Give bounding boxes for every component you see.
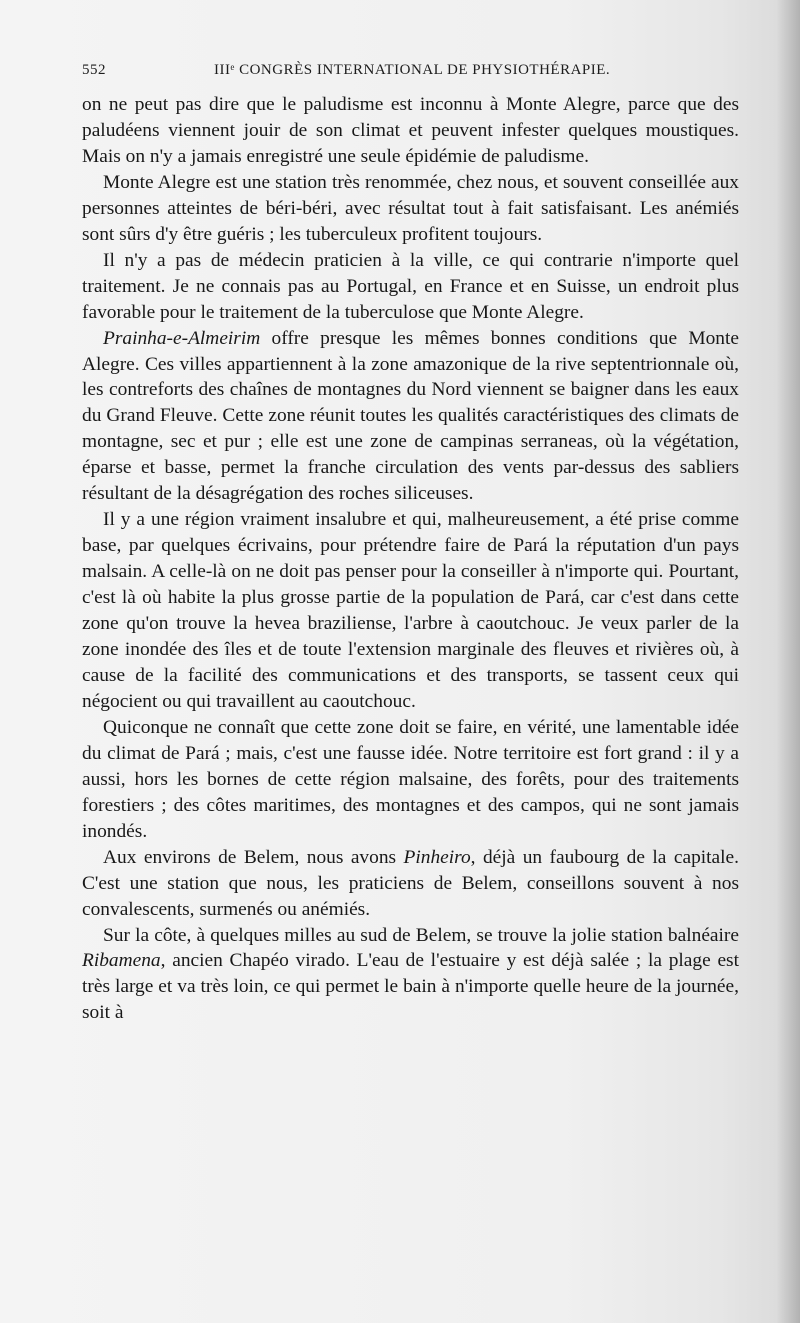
paragraph <box>82 507 739 715</box>
paragraph-text: , ancien Chapéo virado. L'eau de l'estuaire y est déjà salée ; la plage est très large et va très loin, ce qui permet le bain à n'importe quelle heure de la journée, soit à <box>82 950 739 1024</box>
place-name: Ribamena <box>82 950 161 972</box>
page-number: 552 <box>82 62 106 78</box>
place-name: Pinheiro <box>403 846 471 868</box>
paragraph <box>82 326 739 508</box>
paragraph <box>82 845 739 923</box>
paragraph-text: Sur la côte, à quelques milles au sud de Belem, se trouve la jolie station balnéaire <box>103 924 739 946</box>
paragraph-text: Il y a une région vraiment insalubre et qui, malheureusement, a été prise comme base, par quelques écrivains, pour prétendre faire de Pará la réputation d'un pays malsain. A celle-là on ne doit pas penser pour la conseiller à n'importe qui. Pourtant, c'est là où habite la plus grosse partie de la population de Pará, car c'est dans cette zone qu'on trouve la hevea braziliense, l'arbre à caoutchouc. Je veux parler de la zone inondée des îles et de toute l'extension marginale des fleuves et rivières où, à cause de la facilité des communications et des transports, se tassent ceux qui négocient ou qui travaillent au caoutchouc. <box>82 509 739 712</box>
page-header <box>82 62 722 86</box>
paragraph <box>82 923 739 1027</box>
paragraph-text: Quiconque ne connaît que cette zone doit se faire, en vérité, une lamentable idée du climat de Pará ; mais, c'est une fausse idée. Notre territoire est fort grand : il y a aussi, hors les bornes de cette région malsaine, des forêts, pour des traitements forestiers ; des côtes maritimes, des montagnes et des campos, qui ne sont jamais inondés. <box>82 716 739 842</box>
page-gutter-shadow <box>776 0 800 1323</box>
paragraph <box>82 715 739 845</box>
paragraph-text: , déjà un faubourg de la capitale. C'est une station que nous, les praticiens de Belem, conseillons souvent à nos convalescents, surmenés ou anémiés. <box>82 846 739 920</box>
paragraph <box>82 248 739 326</box>
running-head: IIIᵉ CONGRÈS INTERNATIONAL DE PHYSIOTHÉRAPIE. <box>214 62 611 78</box>
paragraph <box>82 92 739 170</box>
paragraph-text: Il n'y a pas de médecin praticien à la ville, ce qui contrarie n'importe quel traitement. Je ne connais pas au Portugal, en France et en Suisse, un endroit plus favorable pour le traitement de la tuberculose que Monte Alegre. <box>82 249 739 323</box>
paragraph-text: on ne peut pas dire que le paludisme est inconnu à Monte Alegre, parce que des paludéens viennent jouir de son climat et peuvent infester quelques moustiques. Mais on n'y a jamais enregistré une seule épidémie de paludisme. <box>82 94 739 167</box>
paragraph <box>82 170 739 248</box>
paragraph-text: Monte Alegre est une station très renommée, chez nous, et souvent conseillée aux personnes atteintes de béri-béri, avec résultat tout à fait satisfaisant. Les anémiés sont sûrs d'y être guéris ; les tuberculeux profitent toujours. <box>82 171 739 245</box>
paragraph-text: offre presque les mêmes bonnes conditions que Monte Alegre. Ces villes appartiennent à la zone amazonique de la rive septentrionnale où, les contreforts des chaînes de montagnes du Nord viennent se baigner dans les eaux du Grand Fleuve. Cette zone réunit toutes les qualités caractéristiques des climats de montagne, sec et pur ; elle est une zone de campinas serraneas, où la végétation, éparse et basse, permet la franche circulation des vents par-dessus des sabliers résultant de la désagrégation des roches siliceuses. <box>82 327 739 505</box>
paragraph-text: Aux environs de Belem, nous avons <box>103 846 404 868</box>
place-name: Prainha-e-Almeirim <box>103 327 261 349</box>
body-text <box>82 92 739 1026</box>
